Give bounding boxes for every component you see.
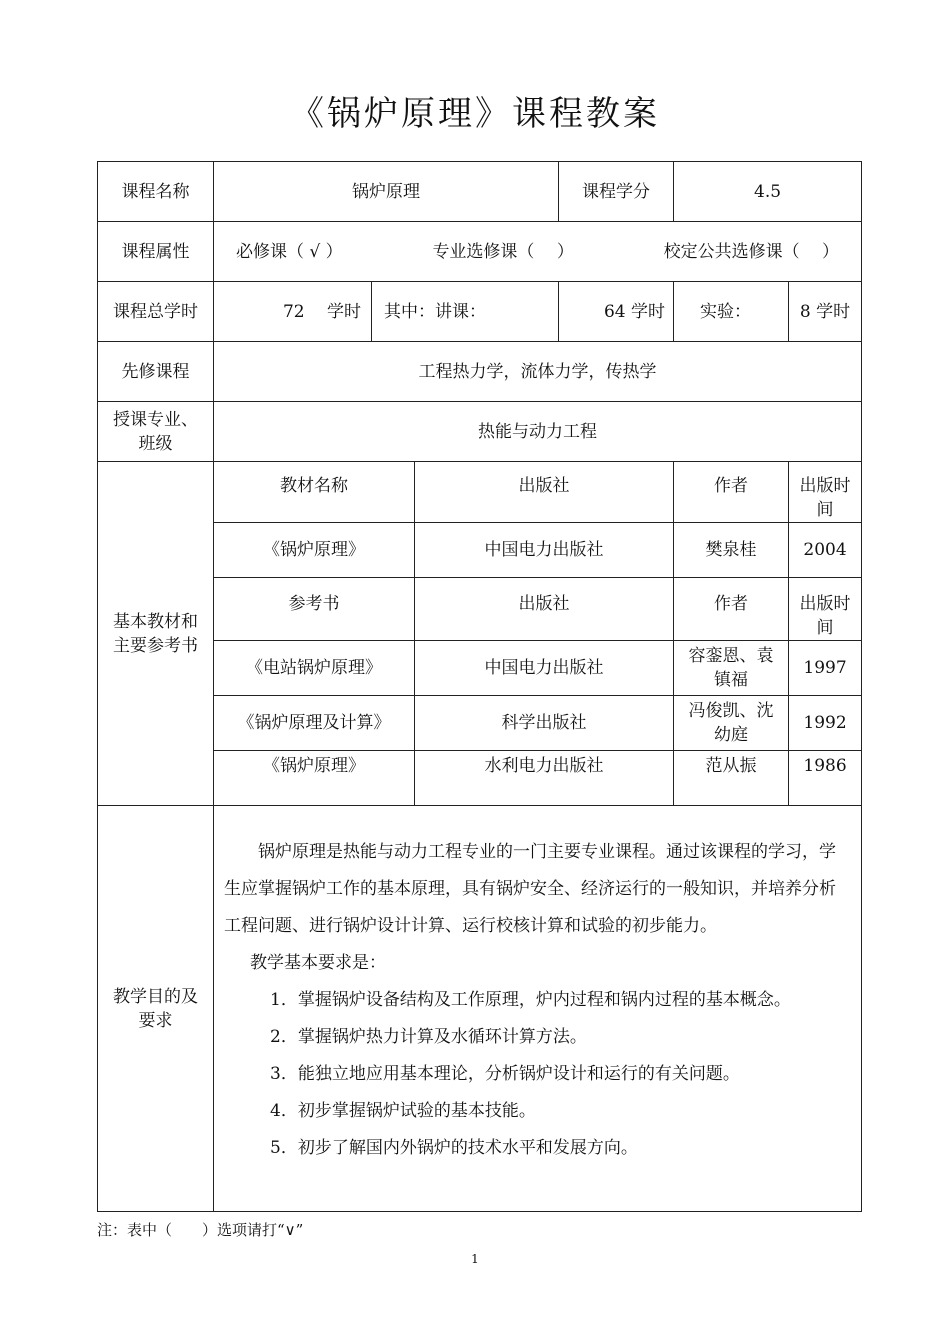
hours-lab-label: 实验： [674,282,789,342]
textbook-header-row [98,462,862,523]
goals-item: 4．初步掌握锅炉试验的基本技能。 [270,1101,536,1121]
main-book-name: 《锅炉原理》 [214,523,415,578]
ref-name: 《锅炉原理》 [214,751,415,806]
course-name-value: 锅炉原理 [214,162,559,222]
goals-item: 2．掌握锅炉热力计算及水循环计算方法。 [270,1027,587,1047]
attr-required: 必修课（ √ ） [236,241,343,262]
th-book-name: 教材名称 [214,462,415,523]
main-book-author: 樊泉桂 [674,523,789,578]
goals-intro: 锅炉原理是热能与动力工程专业的一门主要专业课程。通过该课程的学习，学生应掌握锅炉工作的基本原理，具有锅炉安全、经济运行的一般知识，并培养分析工程问题、进行锅炉设计计算、运行校核计算和试验的初步能力。 [224,842,836,936]
ref-publisher: 中国电力出版社 [415,641,674,696]
hours-lecture-label: 其中：讲课： [372,282,559,342]
row-course-name [98,162,862,222]
th-publisher: 出版社 [415,462,674,523]
main-book-publisher: 中国电力出版社 [415,523,674,578]
prereq-value: 工程热力学，流体力学，传热学 [214,342,862,402]
th-ref-publisher: 出版社 [415,578,674,641]
hours-lab-value: 8 学时 [789,282,862,342]
course-credit-label: 课程学分 [559,162,674,222]
main-book-date: 2004 [789,523,862,578]
ref-publisher: 科学出版社 [415,696,674,751]
ref-date: 1997 [789,641,862,696]
ref-author: 冯俊凯、沈幼庭 [674,696,789,751]
row-major [98,402,862,462]
th-ref-date: 出版时间 [789,578,862,641]
ref-date: 1992 [789,696,862,751]
major-label: 授课专业、班级 [98,402,214,462]
goals-item: 5．初步了解国内外锅炉的技术水平和发展方向。 [270,1138,638,1158]
th-author: 作者 [674,462,789,523]
row-course-hours [98,282,862,342]
th-ref-name: 参考书 [214,578,415,641]
th-ref-author: 作者 [674,578,789,641]
course-info-table [97,161,862,1212]
ref-name: 《锅炉原理及计算》 [214,696,415,751]
ref-name: 《电站锅炉原理》 [214,641,415,696]
major-value: 热能与动力工程 [214,402,862,462]
ref-publisher: 水利电力出版社 [415,751,674,806]
course-name-label: 课程名称 [98,162,214,222]
attr-major-elective: 专业选修课（ ） [432,241,574,262]
ref-date: 1986 [789,751,862,806]
textbooks-label: 基本教材和主要参考书 [98,462,214,806]
th-pub-date: 出版时间 [789,462,862,523]
footnote: 注：表中（ ）选项请打“∨” [97,1221,304,1239]
goals-content [214,806,862,1212]
row-goals [98,806,862,1212]
goals-label: 教学目的及要求 [98,806,214,1212]
hours-label: 课程总学时 [98,282,214,342]
course-attr-options [214,222,862,282]
goals-item: 3．能独立地应用基本理论，分析锅炉设计和运行的有关问题。 [270,1064,740,1084]
row-prereq [98,342,862,402]
hours-lecture-value: 64 学时 [559,282,674,342]
course-credit-value: 4.5 [674,162,862,222]
row-course-attr [98,222,862,282]
goals-item: 1．掌握锅炉设备结构及工作原理，炉内过程和锅内过程的基本概念。 [270,990,791,1010]
ref-author: 范从振 [674,751,789,806]
page-title: 《锅炉原理》课程教案 [290,94,660,134]
page-number: 1 [471,1252,479,1266]
attr-public-elective: 校定公共选修课（ ） [663,241,840,262]
course-attr-label: 课程属性 [98,222,214,282]
ref-author: 容銮恩、袁镇福 [674,641,789,696]
goals-subhead: 教学基本要求是： [250,953,386,973]
hours-total: 72 学时 [214,282,372,342]
prereq-label: 先修课程 [98,342,214,402]
